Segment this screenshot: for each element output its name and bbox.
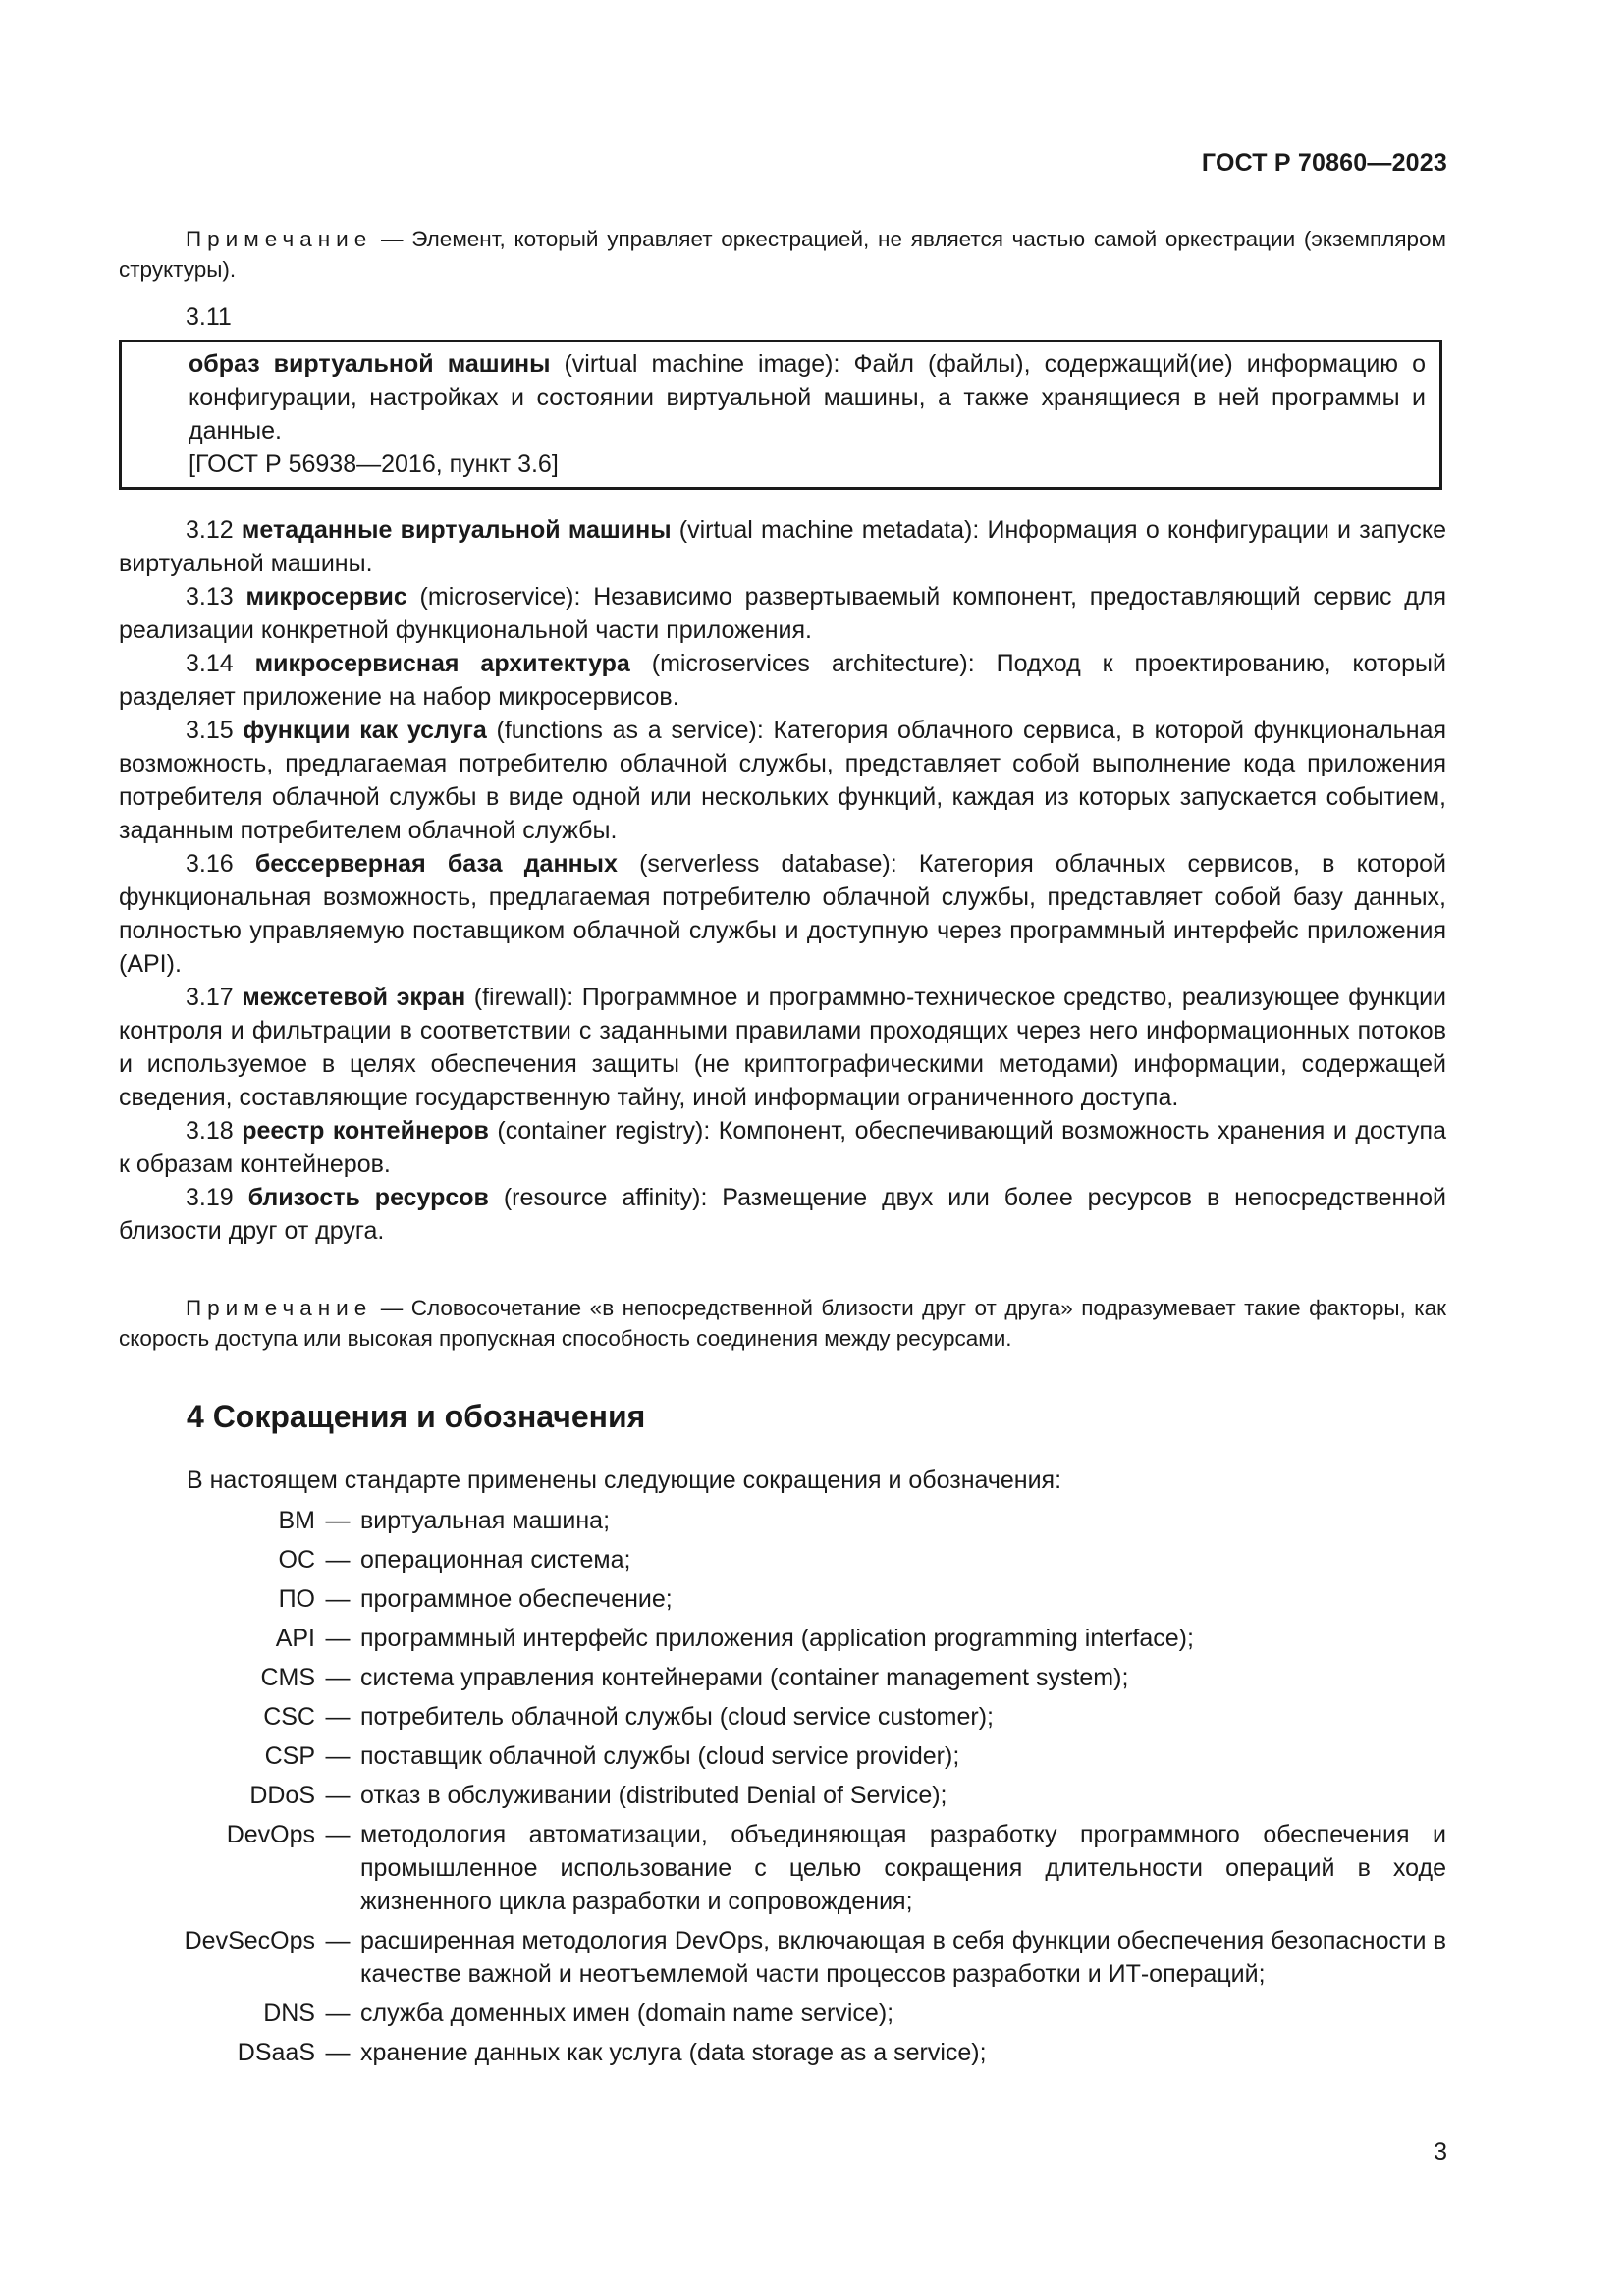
note-paragraph xyxy=(119,1293,1446,1354)
abbreviation-term: DDoS xyxy=(249,1782,315,1809)
abbreviation-term: API xyxy=(275,1625,315,1652)
terms-list xyxy=(119,513,1446,1248)
abbreviation-term: DevSecOps xyxy=(184,1927,315,1954)
term-entry: 3.18 реестр контейнеров (container registry): Компонент, обеспечивающий возможность хранения и доступа к образам контейнеров. xyxy=(119,1117,1446,1178)
abbreviation-definition: отказ в обслуживании (distributed Denial of Service); xyxy=(360,1782,947,1809)
abbreviation-term: ВМ xyxy=(278,1507,315,1534)
abbreviation-definition: программный интерфейс приложения (application programming interface); xyxy=(360,1625,1194,1652)
term-name: микросервис xyxy=(245,583,407,611)
abbreviation-item: DSaaS — хранение данных как услуга (data storage as a service); xyxy=(119,2036,1446,2069)
section-intro: В настоящем стандарте применены следующие сокращения и обозначения: xyxy=(187,1467,1062,1494)
note-text: — Элемент, который управляет оркестрацией, не является частью самой оркестрации (экземпляром структуры). xyxy=(119,227,1446,282)
abbreviation-term: DSaaS xyxy=(237,2039,315,2066)
term-name: близость ресурсов xyxy=(247,1184,489,1211)
term-number: 3.11 xyxy=(186,303,232,331)
abbreviation-item: ВМ — виртуальная машина; xyxy=(119,1504,1446,1537)
boxed-term-definition xyxy=(119,340,1442,490)
term-name: микросервисная архитектура xyxy=(254,650,630,677)
abbreviation-definition: методология автоматизации, объединяющая разработку программного обеспечения и промышленное использование с целью сокращения длительности операций в ходе жизненного цикла разработки и сопровождения; xyxy=(360,1821,1446,1915)
abbreviation-definition: программное обеспечение; xyxy=(360,1585,673,1613)
abbreviation-item: ОС — операционная система; xyxy=(119,1543,1446,1576)
abbreviations-list xyxy=(119,1504,1446,2075)
term-entry: 3.13 микросервис (microservice): Независимо развертываемый компонент, предоставляющий сервис для реализации конкретной функциональной части приложения. xyxy=(119,583,1446,644)
term-name: метаданные виртуальной машины xyxy=(241,516,672,544)
abbreviation-item: DevOps — методология автоматизации, объединяющая разработку программного обеспечения и промышленное использование с целью сокращения длительности операций в ходе жизненного цикла разработки и сопровождения; xyxy=(119,1818,1446,1918)
term-source: [ГОСТ Р 56938—2016, пункт 3.6] xyxy=(189,451,559,478)
abbreviation-definition: расширенная методология DevOps, включающая в себя функции обеспечения безопасности в качестве важной и неотъемлемой части процессов разработки и ИТ-операций; xyxy=(360,1927,1446,1988)
document-code-header: ГОСТ Р 70860—2023 xyxy=(1201,149,1447,177)
abbreviation-item: DNS — служба доменных имен (domain name service); xyxy=(119,1997,1446,2030)
abbreviation-item: CMS — система управления контейнерами (container management system); xyxy=(119,1661,1446,1694)
term-name: образ виртуальной машины xyxy=(189,350,551,378)
page-number: 3 xyxy=(1434,2138,1447,2165)
abbreviation-term: ПО xyxy=(278,1585,315,1613)
abbreviation-term: CSC xyxy=(263,1703,315,1731)
abbreviation-item: DDoS — отказ в обслуживании (distributed Denial of Service); xyxy=(119,1779,1446,1812)
term-entry: 3.16 бессерверная база данных (serverless database): Категория облачных сервисов, в которой функциональная возможность, предлагаемая потребителю облачной службы, представляет собой базу данных, полностью управляемую поставщиком облачной службы и доступную через программный интерфейс приложения (API). xyxy=(119,850,1446,978)
note-label: Примечание xyxy=(186,227,373,251)
abbreviation-definition: потребитель облачной службы (cloud service customer); xyxy=(360,1703,994,1731)
term-entry: 3.14 микросервисная архитектура (microservices architecture): Подход к проектированию, который разделяет приложение на набор микросервисов. xyxy=(119,650,1446,711)
term-entry: 3.15 функции как услуга (functions as a service): Категория облачного сервиса, в которой функциональная возможность, предлагаемая потребителю облачной службы, представляет собой выполнение кода приложения потребителя облачной службы в виде одной или нескольких функций, каждая из которых запускается событием, заданным потребителем облачной службы. xyxy=(119,717,1446,844)
term-definition-paragraph xyxy=(189,347,1426,448)
abbreviation-definition: хранение данных как услуга (data storage as a service); xyxy=(360,2039,987,2066)
abbreviation-term: CMS xyxy=(260,1664,315,1691)
abbreviation-term: DNS xyxy=(263,2000,315,2027)
abbreviation-term: CSP xyxy=(264,1742,315,1770)
abbreviation-item: DevSecOps — расширенная методология DevOps, включающая в себя функции обеспечения безопасности в качестве важной и неотъемлемой части процессов разработки и ИТ-операций; xyxy=(119,1924,1446,1991)
abbreviation-term: ОС xyxy=(278,1546,315,1574)
note-paragraph xyxy=(119,224,1446,285)
note-label: Примечание xyxy=(186,1296,373,1320)
abbreviation-item: API — программный интерфейс приложения (application programming interface); xyxy=(119,1622,1446,1655)
abbreviation-definition: виртуальная машина; xyxy=(360,1507,611,1534)
section-title: 4 Сокращения и обозначения xyxy=(187,1399,646,1434)
term-definition: (virtual machine image): Файл (файлы), содержащий(ие) информацию о конфигурации, настройках и состоянии виртуальной машины, а также хранящиеся в ней программы и данные. xyxy=(189,350,1427,445)
abbreviation-item: CSP — поставщик облачной службы (cloud service provider); xyxy=(119,1739,1446,1773)
term-entry: 3.19 близость ресурсов (resource affinity): Размещение двух или более ресурсов в непосредственной близости друг от друга. xyxy=(119,1184,1446,1245)
term-entry: 3.12 метаданные виртуальной машины (virtual machine metadata): Информация о конфигурации и запуске виртуальной машины. xyxy=(119,516,1446,577)
abbreviation-definition: поставщик облачной службы (cloud service provider); xyxy=(360,1742,960,1770)
abbreviation-item: CSC — потребитель облачной службы (cloud service customer); xyxy=(119,1700,1446,1734)
abbreviation-definition: операционная система; xyxy=(360,1546,631,1574)
term-name: межсетевой экран xyxy=(242,984,466,1011)
term-entry: 3.17 межсетевой экран (firewall): Программное и программно-техническое средство, реализующее функции контроля и фильтрации в соответствии с заданными правилами проходящих через него информационных потоков и используемое в целях обеспечения защиты (не криптографическими методами) информации, содержащей сведения, составляющие государственную тайну, иной информации ограниченного доступа. xyxy=(119,984,1446,1111)
abbreviation-definition: служба доменных имен (domain name service); xyxy=(360,2000,894,2027)
term-name: бессерверная база данных xyxy=(254,850,618,878)
abbreviation-term: DevOps xyxy=(226,1821,315,1848)
note-text: — Словосочетание «в непосредственной близости друг от друга» подразумевает такие факторы, как скорость доступа или высокая пропускная способность соединения между ресурсами. xyxy=(119,1296,1446,1351)
term-name: реестр контейнеров xyxy=(242,1117,489,1145)
abbreviation-item: ПО — программное обеспечение; xyxy=(119,1582,1446,1616)
term-name: функции как услуга xyxy=(243,717,487,744)
abbreviation-definition: система управления контейнерами (container management system); xyxy=(360,1664,1129,1691)
